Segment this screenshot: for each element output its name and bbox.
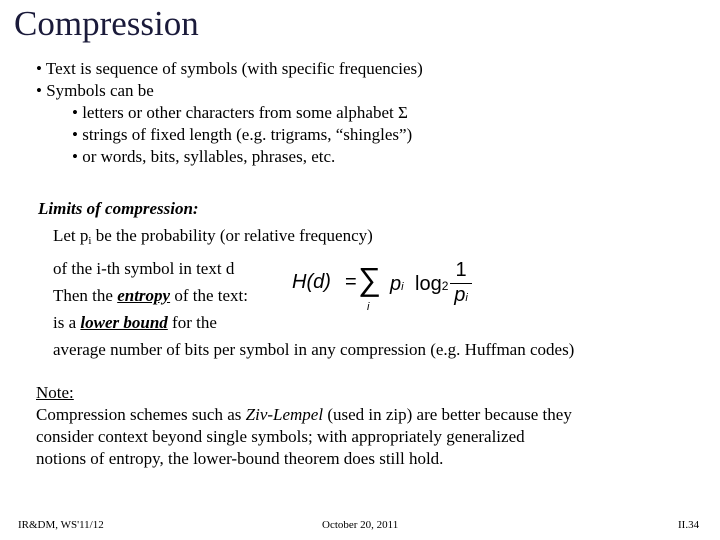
footer-course: IR&DM, WS'11/12: [18, 519, 104, 531]
note-line-3: notions of entropy, the lower-bound theorem does still hold.: [36, 449, 444, 468]
sub-bullet-strings: • strings of fixed length (e.g. trigrams, “shingles”): [72, 125, 413, 144]
formula-equals: =: [345, 271, 357, 293]
bullet-symbols: • Symbols can be: [36, 81, 154, 100]
bullet-list: [36, 58, 423, 168]
formula-lhs: H(d): [292, 271, 331, 293]
formula-probability: pi: [390, 273, 404, 295]
note-section: [36, 382, 572, 470]
bullet-text-sequence: • Text is sequence of symbols (with specific frequencies): [36, 59, 423, 78]
note-line-2: consider context beyond single symbols; with appropriately generalized: [36, 427, 525, 446]
note-heading: Note:: [36, 383, 74, 402]
limits-line-2: of the i-th symbol in text d: [53, 259, 235, 278]
summation-symbol: ∑: [358, 261, 381, 297]
fraction-denominator: pi: [454, 284, 468, 306]
formula-log: log2: [415, 273, 449, 295]
ziv-lempel-term: Ziv-Lempel: [245, 405, 324, 424]
formula-fraction: [450, 259, 472, 307]
limits-heading: Limits of compression:: [38, 199, 199, 218]
footer-date: October 20, 2011: [322, 519, 399, 531]
limits-line-1: Let $p_i$ be the probability (or relative frequency): [53, 226, 373, 247]
summation-index: i: [367, 301, 370, 313]
limits-line-5: average number of bits per symbol in any compression (e.g. Huffman codes): [53, 340, 575, 359]
lower-bound-term: lower bound: [80, 313, 168, 332]
note-line-1: Compression schemes such as Ziv-Lempel (used in zip) are better because they: [36, 405, 572, 424]
footer-page-number: II.34: [678, 519, 700, 531]
sub-bullet-letters: • letters or other characters from some alphabet Σ: [72, 103, 408, 122]
sub-bullet-words: • or words, bits, syllables, phrases, etc.: [72, 147, 336, 166]
entropy-formula: [292, 257, 482, 319]
slide-title: Compression: [14, 4, 199, 43]
fraction-numerator: 1: [455, 259, 467, 281]
limits-line-3: Then the entropy of the text:: [53, 286, 248, 305]
limits-line-4: is a lower bound for the: [53, 313, 217, 332]
entropy-term: entropy: [117, 286, 171, 305]
